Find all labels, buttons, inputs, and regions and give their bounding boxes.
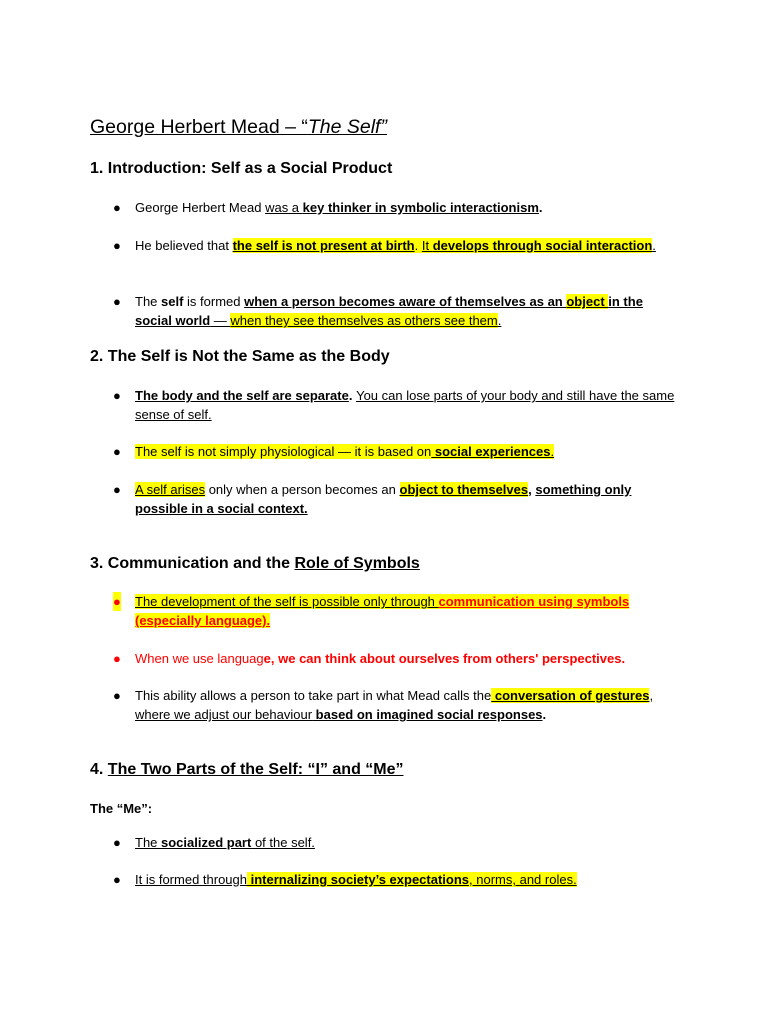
- bullet-icon: ●: [113, 688, 121, 703]
- text-run: .: [542, 707, 547, 722]
- text-run: communication using symbols (especially language).: [135, 594, 630, 628]
- text-run: He believed that: [135, 238, 233, 253]
- list-item: [135, 686, 680, 724]
- section-4-heading: 4. The Two Parts of the Self: “I” and “Me”: [90, 761, 404, 778]
- text-run: George Herbert Mead: [135, 200, 266, 215]
- text-run: .: [348, 388, 357, 403]
- list-item: [135, 833, 680, 852]
- list-item: [135, 386, 680, 424]
- section-3-heading: 3. Communication and the Role of Symbols: [90, 555, 420, 572]
- bullet-icon: ●: [113, 872, 121, 887]
- section-1-heading: 1. Introduction: Self as a Social Product: [90, 160, 393, 177]
- text-run: social experiences: [431, 444, 551, 459]
- bullet-icon: ●: [113, 835, 121, 850]
- bullet-icon: ●: [113, 594, 121, 609]
- text-run: .: [538, 200, 543, 215]
- text-run: , norms, and roles.: [469, 872, 577, 887]
- text-run: The: [135, 835, 162, 850]
- text-run: .: [497, 313, 502, 328]
- text-run: key thinker in symbolic interactionism: [302, 200, 539, 215]
- list-item: [135, 480, 680, 518]
- bullet-icon: ●: [113, 238, 121, 253]
- list-item: [135, 592, 680, 630]
- text-run: This ability allows a person to take part in what Mead calls the: [135, 688, 492, 703]
- bullet-icon: ●: [113, 482, 121, 497]
- me-label: The “Me”:: [90, 801, 153, 816]
- document-title: [90, 116, 387, 139]
- list-item: [135, 292, 680, 330]
- text-run: something only possible in a social context.: [135, 482, 632, 516]
- text-run: It: [421, 238, 433, 253]
- text-run: , where we adjust our behaviour: [135, 688, 654, 722]
- bullet-icon: ●: [113, 444, 121, 459]
- title-emphasis: The Self: [307, 116, 381, 138]
- text-run: object: [566, 294, 609, 309]
- section-2-heading: 2. The Self is Not the Same as the Body: [90, 348, 390, 365]
- text-run: internalizing society’s expectations: [247, 872, 470, 887]
- text-run: ,: [528, 482, 536, 497]
- text-run: self: [161, 294, 184, 309]
- text-run: —: [210, 313, 231, 328]
- text-run: The body and the self are separate: [135, 388, 349, 403]
- list-item: [135, 236, 680, 255]
- text-run: of the self.: [251, 835, 315, 850]
- text-run: The self is not simply physiological — it is based on: [135, 444, 432, 459]
- text-run: develops through social interaction: [432, 238, 653, 253]
- text-run: .: [550, 444, 555, 459]
- text-run: in the social world: [135, 294, 643, 328]
- text-run: was a: [265, 200, 303, 215]
- list-item: [135, 198, 680, 217]
- title-prefix: George Herbert Mead – “: [90, 116, 308, 138]
- text-run: .: [652, 238, 656, 253]
- text-run: only when a person becomes an: [205, 482, 400, 497]
- text-run: The development of the self is possible only through: [135, 594, 439, 609]
- bullet-icon: ●: [113, 294, 121, 309]
- text-run: is formed: [183, 294, 245, 309]
- bullet-icon: ●: [113, 651, 121, 666]
- bullet-icon: ●: [113, 388, 121, 403]
- text-run: e, we can think about ourselves from others' perspectives.: [263, 651, 626, 666]
- list-item: [135, 649, 680, 668]
- text-run: When we use languag: [135, 651, 264, 666]
- text-run: based on imagined social responses: [312, 707, 543, 722]
- bullet-icon: ●: [113, 200, 121, 215]
- text-run: It is formed through: [135, 872, 247, 887]
- text-run: object to themselves: [399, 482, 529, 497]
- text-run: .: [414, 238, 422, 253]
- text-run: The: [135, 294, 162, 309]
- title-suffix: ”: [380, 116, 387, 138]
- text-run: A self arises: [135, 482, 206, 497]
- list-item: [135, 870, 680, 889]
- text-run: You can lose parts of your body and still have the same sense of self.: [135, 388, 675, 422]
- text-run: when they see themselves as others see them: [230, 313, 498, 328]
- list-item: [135, 442, 680, 461]
- text-run: the self is not present at birth: [232, 238, 415, 253]
- text-run: socialized part: [161, 835, 252, 850]
- text-run: conversation of gestures: [491, 688, 650, 703]
- text-run: when a person becomes aware of themselves as an: [244, 294, 567, 309]
